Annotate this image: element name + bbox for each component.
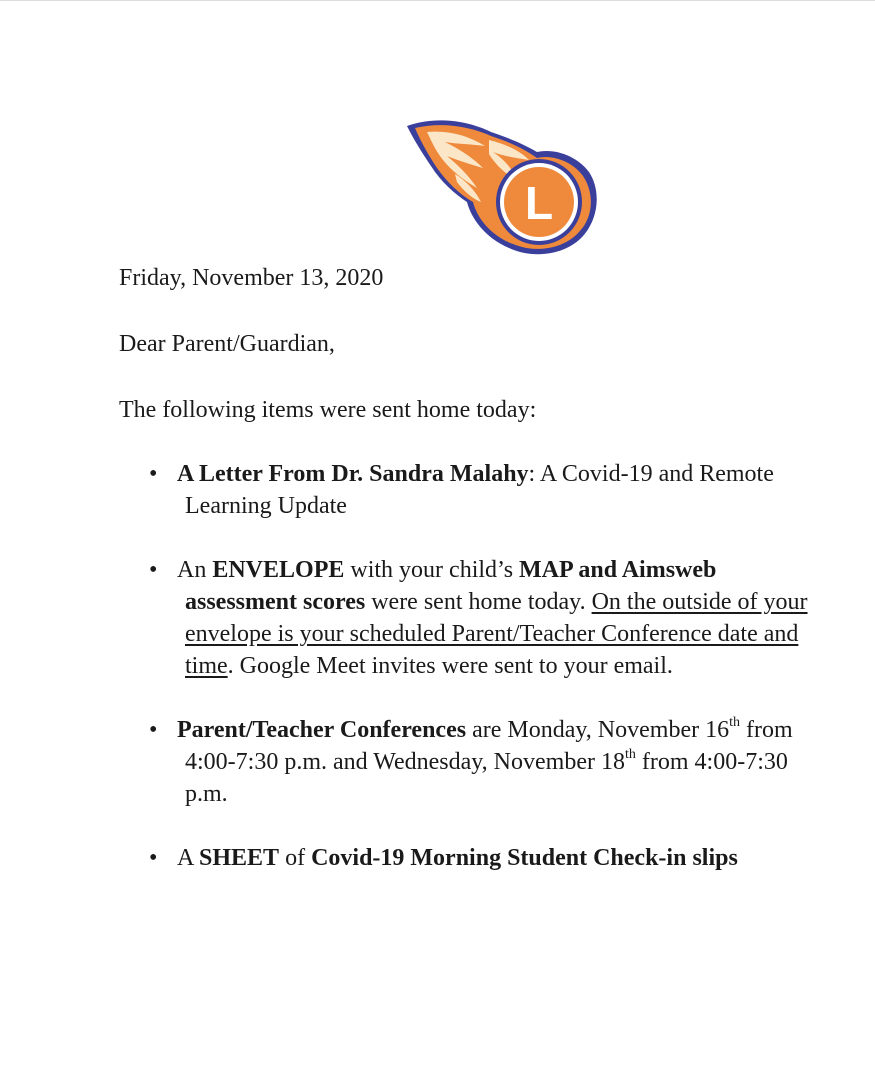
letter-intro: The following items were sent home today: <box>119 397 537 423</box>
bullet-icon: • <box>149 461 158 487</box>
bullet-icon: • <box>149 557 158 583</box>
item-title: Parent/Teacher Conferences <box>177 717 467 743</box>
list-item: • A Letter From Dr. Sandra Malahy: A Covid-19 and Remote Learning Update <box>119 458 864 522</box>
school-logo-icon <box>405 118 601 258</box>
letter-body <box>119 262 864 906</box>
items-list <box>119 458 864 874</box>
list-item: • An ENVELOPE with your child’s MAP and Aimsweb assessment scores were sent home today. On the outside of your envelope is your scheduled Parent/Teacher Conference date and time. Google Meet invites were sent to your email. <box>119 554 864 682</box>
bullet-icon: • <box>149 717 158 743</box>
letter-greeting: Dear Parent/Guardian, <box>119 331 335 357</box>
page-top-edge <box>0 0 875 1</box>
letter-date: Friday, November 13, 2020 <box>119 265 384 291</box>
bullet-icon: • <box>149 845 158 871</box>
list-item: • Parent/Teacher Conferences are Monday, November 16th from 4:00-7:30 p.m. and Wednesday, November 18th from 4:00-7:30 p.m. <box>149 715 793 807</box>
list-item: • A SHEET of Covid-19 Morning Student Check-in slips <box>119 842 864 874</box>
logo-letter: L <box>524 177 554 229</box>
item-title: A Letter From Dr. Sandra Malahy <box>177 461 529 487</box>
